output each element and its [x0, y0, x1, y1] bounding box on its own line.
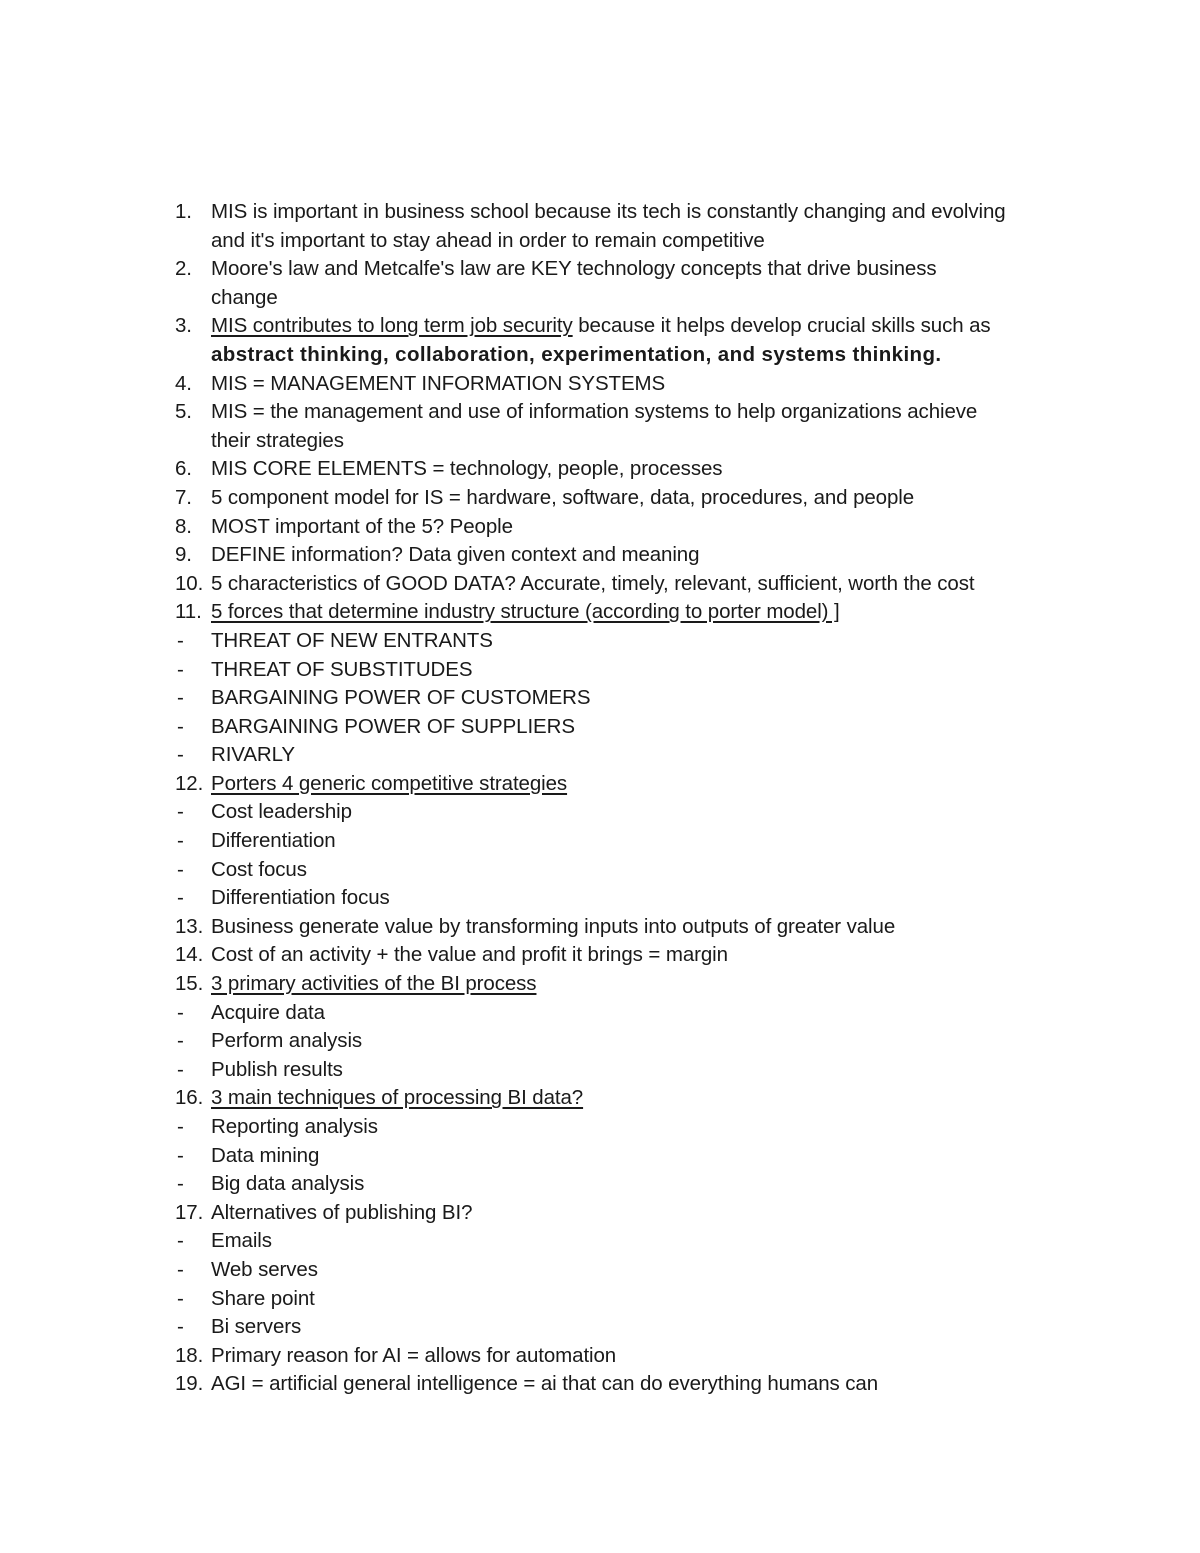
bullet-marker: -	[177, 1172, 184, 1196]
item-number: 2.	[175, 257, 192, 281]
item-text: Bi servers	[211, 1315, 302, 1339]
item-text: Differentiation focus	[211, 886, 390, 910]
item-line	[175, 798, 1065, 827]
bullet-item	[175, 713, 1065, 742]
item-line	[175, 1313, 1065, 1342]
item-line	[175, 227, 1065, 256]
item-text: Moore's law and Metcalfe's law are KEY technology concepts that drive business	[211, 257, 937, 281]
item-text: and it's important to stay ahead in order to remain competitive	[211, 228, 765, 252]
item-line	[175, 1370, 1065, 1399]
item-text: 3 primary activities of the BI process	[211, 972, 537, 996]
bullet-marker: -	[177, 743, 184, 767]
bullet-item	[175, 684, 1065, 713]
bullet-marker: -	[177, 800, 184, 824]
item-text: abstract thinking, collaboration, experimentation, and systems thinking.	[211, 342, 942, 366]
item-line	[175, 484, 1065, 513]
item-line	[175, 312, 1065, 341]
item-line	[175, 913, 1065, 942]
item-text: Web serves	[211, 1257, 318, 1281]
bullet-item	[175, 1227, 1065, 1256]
notes-list	[175, 198, 1065, 1399]
bullet-item	[175, 884, 1065, 913]
item-line	[175, 1142, 1065, 1171]
item-line	[175, 684, 1065, 713]
item-line	[175, 1227, 1065, 1256]
item-line	[175, 941, 1065, 970]
item-number: 4.	[175, 371, 192, 395]
numbered-item	[175, 398, 1065, 455]
numbered-item	[175, 941, 1065, 970]
item-text: 5 forces that determine industry structure (according to porter model) ]	[211, 600, 840, 624]
item-line	[175, 1342, 1065, 1371]
item-text: MOST important of the 5? People	[211, 514, 513, 538]
bullet-item	[175, 1142, 1065, 1171]
bullet-item	[175, 999, 1065, 1028]
item-text: THREAT OF SUBSTITUDES	[211, 657, 473, 681]
bullet-item	[175, 1056, 1065, 1085]
item-text: Reporting analysis	[211, 1115, 378, 1138]
item-text: Emails	[211, 1229, 272, 1253]
item-line	[175, 741, 1065, 770]
item-text: 3 main techniques of processing BI data?	[211, 1086, 584, 1110]
bullet-marker: -	[177, 628, 184, 652]
item-line	[175, 627, 1065, 656]
item-text: Share point	[211, 1286, 315, 1310]
item-text: Porters 4 generic competitive strategies	[211, 771, 568, 795]
numbered-item	[175, 312, 1065, 369]
item-line	[175, 884, 1065, 913]
item-text: Cost of an activity + the value and profit it brings = margin	[211, 943, 728, 967]
item-text: AGI = artificial general intelligence = ai that can do everything humans can	[211, 1372, 879, 1396]
item-text: Business generate value by transforming inputs into outputs of greater value	[211, 914, 896, 938]
bullet-marker: -	[177, 1029, 184, 1053]
item-line	[175, 827, 1065, 856]
item-line	[175, 999, 1065, 1028]
bullet-item	[175, 1313, 1065, 1342]
item-text: Alternatives of publishing BI?	[211, 1200, 473, 1224]
item-text: 5 component model for IS = hardware, software, data, procedures, and people	[211, 485, 915, 509]
item-text: BARGAINING POWER OF CUSTOMERS	[211, 686, 591, 710]
bullet-marker: -	[177, 1057, 184, 1081]
item-text: MIS is important in business school because its tech is constantly changing and evolving	[211, 200, 1006, 223]
item-number: 3.	[175, 314, 192, 338]
numbered-item	[175, 255, 1065, 312]
bullet-item	[175, 1256, 1065, 1285]
item-line	[175, 1056, 1065, 1085]
item-number: 7.	[175, 485, 192, 509]
item-line	[175, 284, 1065, 313]
bullet-marker: -	[177, 1000, 184, 1024]
item-line	[175, 198, 1065, 227]
item-line	[175, 370, 1065, 399]
item-number: 10.	[175, 571, 204, 595]
bullet-marker: -	[177, 1257, 184, 1281]
numbered-item	[175, 198, 1065, 255]
bullet-marker: -	[177, 886, 184, 910]
item-number: 16.	[175, 1086, 204, 1110]
bullet-marker: -	[177, 829, 184, 853]
item-line	[175, 541, 1065, 570]
bullet-marker: -	[177, 657, 184, 681]
item-number: 6.	[175, 457, 192, 481]
bullet-item	[175, 1170, 1065, 1199]
item-line	[175, 1084, 1065, 1113]
bullet-marker: -	[177, 857, 184, 881]
item-text: 5 characteristics of GOOD DATA? Accurate, timely, relevant, sufficient, worth the cost	[211, 571, 975, 595]
item-number: 5.	[175, 400, 192, 424]
item-number: 14.	[175, 943, 204, 967]
item-text: their strategies	[211, 428, 344, 452]
item-text: Cost focus	[211, 857, 307, 881]
item-number: 8.	[175, 514, 192, 538]
item-line	[175, 656, 1065, 685]
numbered-item	[175, 370, 1065, 399]
item-text: Acquire data	[211, 1000, 325, 1024]
numbered-item	[175, 570, 1065, 599]
numbered-item	[175, 1199, 1065, 1228]
bullet-marker: -	[177, 1229, 184, 1253]
bullet-item	[175, 1285, 1065, 1314]
item-number: 19.	[175, 1372, 204, 1396]
item-line	[175, 398, 1065, 427]
bullet-marker: -	[177, 1286, 184, 1310]
bullet-item	[175, 798, 1065, 827]
item-line	[175, 1285, 1065, 1314]
item-line	[175, 770, 1065, 799]
item-number: 12.	[175, 771, 204, 795]
item-text: Primary reason for AI = allows for automation	[211, 1343, 617, 1367]
numbered-item	[175, 484, 1065, 513]
item-text: because it helps develop crucial skills such as	[572, 314, 991, 338]
item-text: Perform analysis	[211, 1029, 363, 1053]
item-text: Differentiation	[211, 829, 336, 853]
item-number: 17.	[175, 1200, 204, 1224]
bullet-marker: -	[177, 1315, 184, 1339]
numbered-item	[175, 598, 1065, 627]
item-number: 18.	[175, 1343, 204, 1367]
bullet-marker: -	[177, 1143, 184, 1167]
bullet-marker: -	[177, 714, 184, 738]
item-number: 11.	[175, 600, 202, 624]
item-text: RIVARLY	[211, 743, 295, 767]
item-line	[175, 455, 1065, 484]
item-number: 1.	[175, 200, 192, 223]
numbered-item	[175, 541, 1065, 570]
bullet-item	[175, 827, 1065, 856]
numbered-item	[175, 770, 1065, 799]
item-text: THREAT OF NEW ENTRANTS	[211, 628, 493, 652]
item-text: DEFINE information? Data given context and meaning	[211, 543, 700, 567]
numbered-item	[175, 1342, 1065, 1371]
item-line	[175, 1113, 1065, 1142]
numbered-item	[175, 513, 1065, 542]
item-number: 13.	[175, 914, 204, 938]
bullet-item	[175, 656, 1065, 685]
item-text: MIS = the management and use of information systems to help organizations achieve	[211, 400, 978, 424]
bullet-marker: -	[177, 686, 184, 710]
bullet-item	[175, 1113, 1065, 1142]
item-number: 15.	[175, 972, 204, 996]
item-text: Data mining	[211, 1143, 320, 1167]
item-line	[175, 598, 1065, 627]
bullet-marker: -	[177, 1115, 184, 1138]
item-line	[175, 713, 1065, 742]
item-line	[175, 570, 1065, 599]
bullet-item	[175, 627, 1065, 656]
item-text: BARGAINING POWER OF SUPPLIERS	[211, 714, 575, 738]
numbered-item	[175, 1370, 1065, 1399]
item-text: change	[211, 285, 278, 309]
numbered-item	[175, 1084, 1065, 1113]
bullet-item	[175, 1027, 1065, 1056]
item-text: Cost leadership	[211, 800, 352, 824]
numbered-item	[175, 970, 1065, 999]
item-text: MIS = MANAGEMENT INFORMATION SYSTEMS	[211, 371, 666, 395]
item-line	[175, 856, 1065, 885]
item-line	[175, 970, 1065, 999]
item-line	[175, 1170, 1065, 1199]
item-text: MIS contributes to long term job security	[211, 314, 573, 338]
item-line	[175, 513, 1065, 542]
bullet-item	[175, 856, 1065, 885]
bullet-item	[175, 741, 1065, 770]
item-line	[175, 1199, 1065, 1228]
item-text: Publish results	[211, 1057, 343, 1081]
item-line	[175, 341, 1065, 370]
numbered-item	[175, 913, 1065, 942]
item-line	[175, 1256, 1065, 1285]
item-line	[175, 255, 1065, 284]
item-text: Big data analysis	[211, 1172, 365, 1196]
item-number: 9.	[175, 543, 192, 567]
numbered-item	[175, 455, 1065, 484]
item-line	[175, 427, 1065, 456]
item-line	[175, 1027, 1065, 1056]
item-text: MIS CORE ELEMENTS = technology, people, processes	[211, 457, 723, 481]
